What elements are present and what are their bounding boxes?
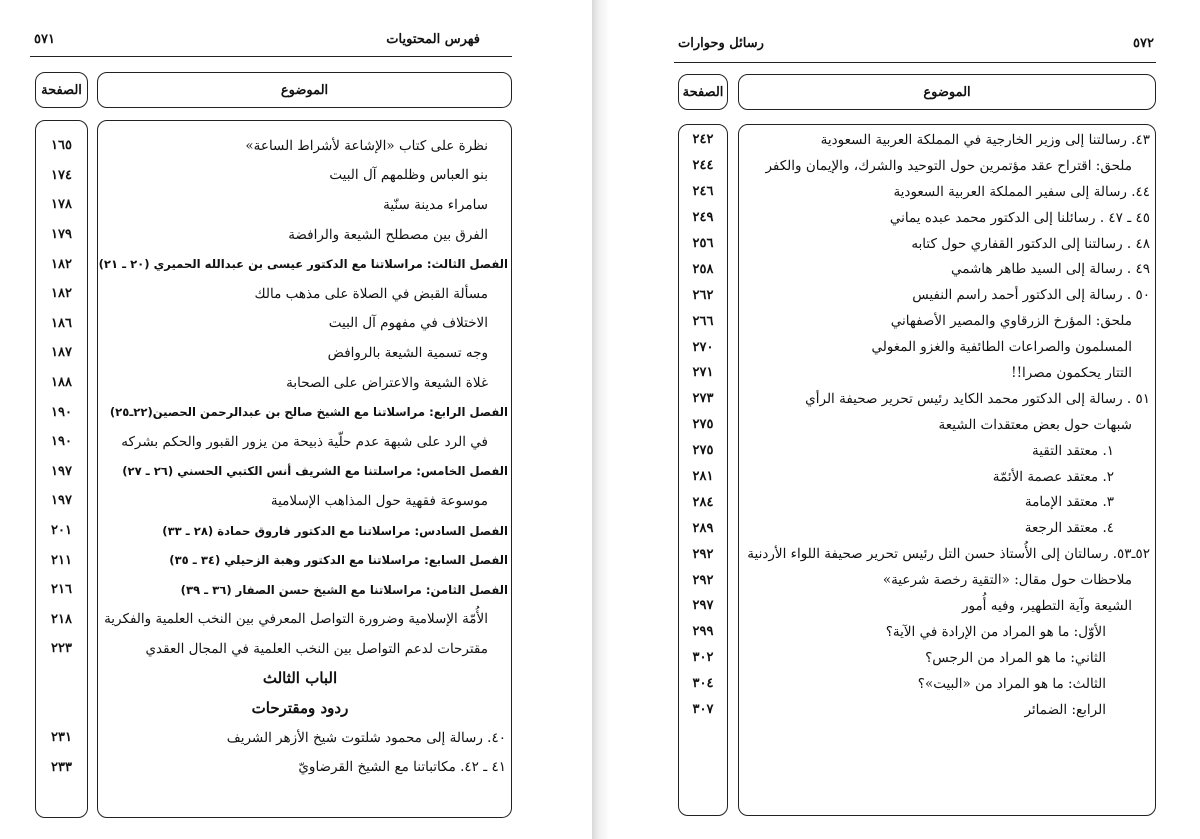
entry-title: ٤٨ . رسالتنا إلى الدكتور القفاري حول كتابه bbox=[911, 235, 1150, 252]
entry-title: الفصل السادس: مراسلاتنا مع الدكتور فاروق حمادة (٢٨ ـ ٣٣) bbox=[162, 523, 508, 538]
entry-page-number: ٢٣١ bbox=[51, 730, 72, 746]
toc-entry bbox=[35, 338, 512, 368]
toc-entry bbox=[35, 605, 512, 635]
entry-title: ٥٢ـ٥٣. رسالتان إلى الأُستاذ حسن التل رئيس تحرير صحيفة اللواء الأردنية bbox=[747, 546, 1150, 563]
entry-page-number: ١٦٥ bbox=[51, 138, 72, 154]
entry-title: ٤٤. رسالة إلى سفير المملكة العربية السعودية bbox=[893, 183, 1150, 200]
entry-page-number: ١٩٠ bbox=[51, 434, 72, 450]
entry-page-number: ١٨٧ bbox=[51, 345, 72, 361]
entry-page-number: ٢١١ bbox=[51, 552, 72, 568]
toc-entry bbox=[678, 464, 1156, 490]
toc-entry bbox=[35, 427, 512, 457]
entry-page-number: ٢٧٥ bbox=[692, 417, 714, 433]
running-title: فهرس المحتويات bbox=[386, 32, 480, 47]
entry-title: ٥١ . رسالة إلى الدكتور محمد الكايد رئيس تحرير صحيفة الرأي bbox=[805, 390, 1150, 407]
entry-page-number: ٢٢٣ bbox=[51, 641, 72, 657]
entry-title: شبهات حول بعض معتقدات الشيعة bbox=[938, 416, 1132, 433]
entry-page-number: ٢١٦ bbox=[51, 582, 72, 598]
entry-title: ٥٠ . رسالة إلى الدكتور أحمد راسم النفيس bbox=[912, 287, 1150, 304]
toc-entry bbox=[678, 541, 1156, 567]
entry-page-number: ٢٤٤ bbox=[692, 158, 714, 174]
entry-title: الفصل الرابع: مراسلاتنا مع الشيخ صالح بن عبدالرحمن الحصين(٢٢ـ٢٥) bbox=[109, 405, 508, 420]
toc-entry bbox=[35, 752, 512, 782]
entry-title: الفصل الثالث: مراسلاتنا مع الدكتور عيسى بن عبدالله الحميري (٢٠ ـ ٢١) bbox=[98, 257, 508, 272]
entry-page-number: ٢٠١ bbox=[51, 523, 72, 539]
toc-entry bbox=[678, 282, 1156, 308]
toc-entry bbox=[678, 593, 1156, 619]
entry-page-number: ١٧٩ bbox=[51, 227, 72, 243]
column-header-topic: الموضوع bbox=[97, 72, 512, 108]
toc-entry bbox=[678, 360, 1156, 386]
toc-entry bbox=[35, 220, 512, 250]
toc-entry bbox=[678, 231, 1156, 257]
toc-entry bbox=[35, 723, 512, 753]
entry-page-number: ٢٨١ bbox=[692, 469, 714, 485]
entry-page-number: ٢٩٢ bbox=[692, 546, 714, 562]
entry-page-number: ١٩٧ bbox=[51, 493, 72, 509]
entry-title: سامراء مدينة سنّية bbox=[383, 196, 488, 213]
toc-entry bbox=[678, 515, 1156, 541]
entry-page-number: ١٩٧ bbox=[51, 463, 72, 479]
entry-page-number: ١٨٦ bbox=[51, 315, 72, 331]
header-rule bbox=[30, 56, 512, 57]
entry-page-number: ٢٧٠ bbox=[692, 339, 714, 355]
entry-title: ٤٩ . رسالة إلى السيد طاهر هاشمي bbox=[950, 261, 1150, 278]
entry-title: ٢. معتقد عصمة الأئمّة bbox=[992, 468, 1114, 485]
entry-title: في الرد على شبهة عدم حلّية ذبيحة من يزور القبور والحكم بشركه bbox=[121, 433, 488, 450]
toc-entry bbox=[678, 567, 1156, 593]
toc-entry bbox=[678, 256, 1156, 282]
entry-title: ملحق: المؤرخ الزرقاوي والمصير الأصفهاني bbox=[890, 313, 1132, 330]
chapter-entry bbox=[35, 516, 512, 546]
entry-title: الفرق بين مصطلح الشيعة والرافضة bbox=[288, 226, 488, 243]
entry-page-number: ٢٣٣ bbox=[51, 759, 72, 775]
entry-page-number: ٢٦٢ bbox=[692, 287, 714, 303]
toc-entry bbox=[678, 308, 1156, 334]
toc-entry bbox=[678, 438, 1156, 464]
entry-page-number: ٢٥٦ bbox=[692, 236, 714, 251]
header-rule bbox=[674, 62, 1156, 63]
column-header-page: الصفحة bbox=[678, 74, 728, 110]
toc-entry bbox=[35, 486, 512, 516]
right-page bbox=[592, 0, 1200, 839]
entry-title: ردود ومقترحات bbox=[251, 699, 349, 718]
toc-list bbox=[678, 127, 1156, 722]
part-heading bbox=[35, 664, 512, 694]
toc-entry bbox=[678, 127, 1156, 153]
entry-title: المسلمون والصراعات الطائفية والغزو المغولي bbox=[871, 339, 1132, 356]
chapter-entry bbox=[35, 457, 512, 487]
toc-entry bbox=[35, 161, 512, 191]
toc-entry bbox=[678, 153, 1156, 179]
entry-title: الفصل الثامن: مراسلاتنا مع الشيخ حسن الصفار (٣٦ ـ ٣٩) bbox=[180, 582, 508, 597]
entry-title: ٤٠. رسالة إلى محمود شلتوت شيخ الأزهر الشريف bbox=[226, 729, 506, 746]
entry-title: ٤. معتقد الرجعة bbox=[1024, 520, 1114, 537]
toc-entry bbox=[678, 412, 1156, 438]
column-header-topic: الموضوع bbox=[738, 74, 1156, 110]
entry-page-number: ٢٨٤ bbox=[692, 494, 714, 510]
column-header-page: الصفحة bbox=[35, 72, 88, 108]
entry-page-number: ١٩٠ bbox=[51, 404, 72, 420]
entry-title: الشيعة وآية التطهير، وفيه أُمور bbox=[961, 597, 1132, 614]
entry-title: مسألة القبض في الصلاة على مذهب مالك bbox=[254, 285, 488, 302]
entry-page-number: ١٨٢ bbox=[51, 256, 72, 272]
entry-title: ٣. معتقد الإمامة bbox=[1024, 494, 1114, 511]
toc-entry bbox=[678, 205, 1156, 231]
entry-page-number: ٢٧١ bbox=[692, 365, 714, 381]
entry-title: الأُمّة الإسلامية وضرورة التواصل المعرفي بين النخب العلمية والفكرية bbox=[104, 611, 488, 628]
entry-title: التتار يحكمون مصرا!! bbox=[1011, 364, 1132, 381]
entry-title: الفصل السابع: مراسلاتنا مع الدكتور وهبة الزحيلي (٣٤ ـ ٣٥) bbox=[169, 553, 508, 568]
toc-entry bbox=[678, 386, 1156, 412]
entry-page-number: ٢٤٢ bbox=[692, 132, 714, 148]
entry-title: بنو العباس وظلمهم آل البيت bbox=[329, 167, 488, 184]
entry-page-number: ٢١٨ bbox=[51, 611, 72, 627]
entry-title: الثالث: ما هو المراد من «البيت»؟ bbox=[917, 675, 1106, 692]
entry-page-number: ٢٤٩ bbox=[692, 210, 714, 226]
toc-entry bbox=[678, 334, 1156, 360]
toc-entry bbox=[35, 190, 512, 220]
entry-title: الأوّل: ما هو المراد من الإرادة في الآية؟ bbox=[885, 623, 1106, 640]
entry-title: ١. معتقد التقية bbox=[1032, 442, 1114, 459]
entry-title: ٤٣. رسالتنا إلى وزير الخارجية في المملكة العربية السعودية bbox=[820, 131, 1150, 148]
left-page bbox=[0, 0, 592, 839]
toc-entry bbox=[678, 645, 1156, 671]
entry-title: الرابع: الضمائر bbox=[1024, 701, 1106, 718]
toc-entry bbox=[35, 131, 512, 161]
entry-title: الثاني: ما هو المراد من الرجس؟ bbox=[925, 649, 1106, 666]
entry-page-number: ٣٠٧ bbox=[692, 702, 714, 718]
entry-page-number: ٢٧٥ bbox=[692, 443, 714, 459]
toc-list bbox=[35, 131, 512, 782]
entry-title: غلاة الشيعة والاعتراض على الصحابة bbox=[286, 374, 488, 391]
running-title: رسائل وحوارات bbox=[678, 36, 764, 51]
entry-page-number: ٣٠٢ bbox=[692, 650, 714, 666]
entry-title: الاختلاف في مفهوم آل البيت bbox=[328, 315, 488, 332]
entry-title: ٤١ ـ ٤٢. مكاتباتنا مع الشيخ القرضاويّ bbox=[298, 759, 506, 776]
toc-entry bbox=[678, 489, 1156, 515]
chapter-entry bbox=[35, 575, 512, 605]
entry-title: موسوعة فقهية حول المذاهب الإسلامية bbox=[270, 492, 488, 509]
toc-entry bbox=[678, 619, 1156, 645]
entry-page-number: ٢٩٢ bbox=[692, 572, 714, 588]
entry-page-number: ١٨٨ bbox=[51, 375, 72, 391]
toc-entry bbox=[35, 368, 512, 398]
entry-title: نظرة على كتاب «الإشاعة لأشراط الساعة» bbox=[245, 137, 488, 154]
chapter-entry bbox=[35, 397, 512, 427]
entry-page-number: ٢٥٨ bbox=[692, 261, 714, 277]
entry-page-number: ٢٤٦ bbox=[692, 184, 714, 200]
entry-title: الباب الثالث bbox=[262, 669, 338, 688]
entry-title: ملحق: اقتراح عقد مؤتمرين حول التوحيد والشرك، والإيمان والكفر bbox=[765, 157, 1132, 174]
toc-entry bbox=[678, 671, 1156, 697]
toc-entry bbox=[35, 634, 512, 664]
entry-page-number: ١٧٨ bbox=[51, 197, 72, 213]
page-number: ٥٧١ bbox=[34, 32, 55, 47]
toc-entry bbox=[678, 179, 1156, 205]
part-heading bbox=[35, 693, 512, 723]
entry-page-number: ٢٦٦ bbox=[692, 313, 714, 329]
toc-entry bbox=[35, 309, 512, 339]
entry-title: ملاحظات حول مقال: «التقية رخصة شرعية» bbox=[882, 572, 1132, 589]
entry-title: ٤٥ ـ ٤٧ . رسائلنا إلى الدكتور محمد عبده يماني bbox=[889, 209, 1150, 226]
chapter-entry bbox=[35, 249, 512, 279]
entry-page-number: ٣٠٤ bbox=[692, 676, 714, 692]
entry-page-number: ٢٨٩ bbox=[692, 520, 714, 536]
entry-page-number: ١٨٢ bbox=[51, 286, 72, 302]
entry-title: الفصل الخامس: مراسلتنا مع الشريف أنس الكتبي الحسني (٢٦ ـ ٢٧) bbox=[122, 464, 508, 479]
toc-entry bbox=[35, 279, 512, 309]
chapter-entry bbox=[35, 545, 512, 575]
entry-page-number: ١٧٤ bbox=[51, 167, 72, 183]
entry-page-number: ٢٩٧ bbox=[692, 598, 714, 614]
entry-page-number: ٢٧٣ bbox=[692, 391, 714, 407]
page-number: ٥٧٢ bbox=[1133, 36, 1154, 51]
entry-title: وجه تسمية الشيعة بالروافض bbox=[327, 344, 488, 361]
entry-page-number: ٢٩٩ bbox=[692, 624, 714, 640]
toc-entry bbox=[678, 697, 1156, 723]
entry-title: مقترحات لدعم التواصل بين النخب العلمية في المجال العقدي bbox=[145, 640, 488, 657]
